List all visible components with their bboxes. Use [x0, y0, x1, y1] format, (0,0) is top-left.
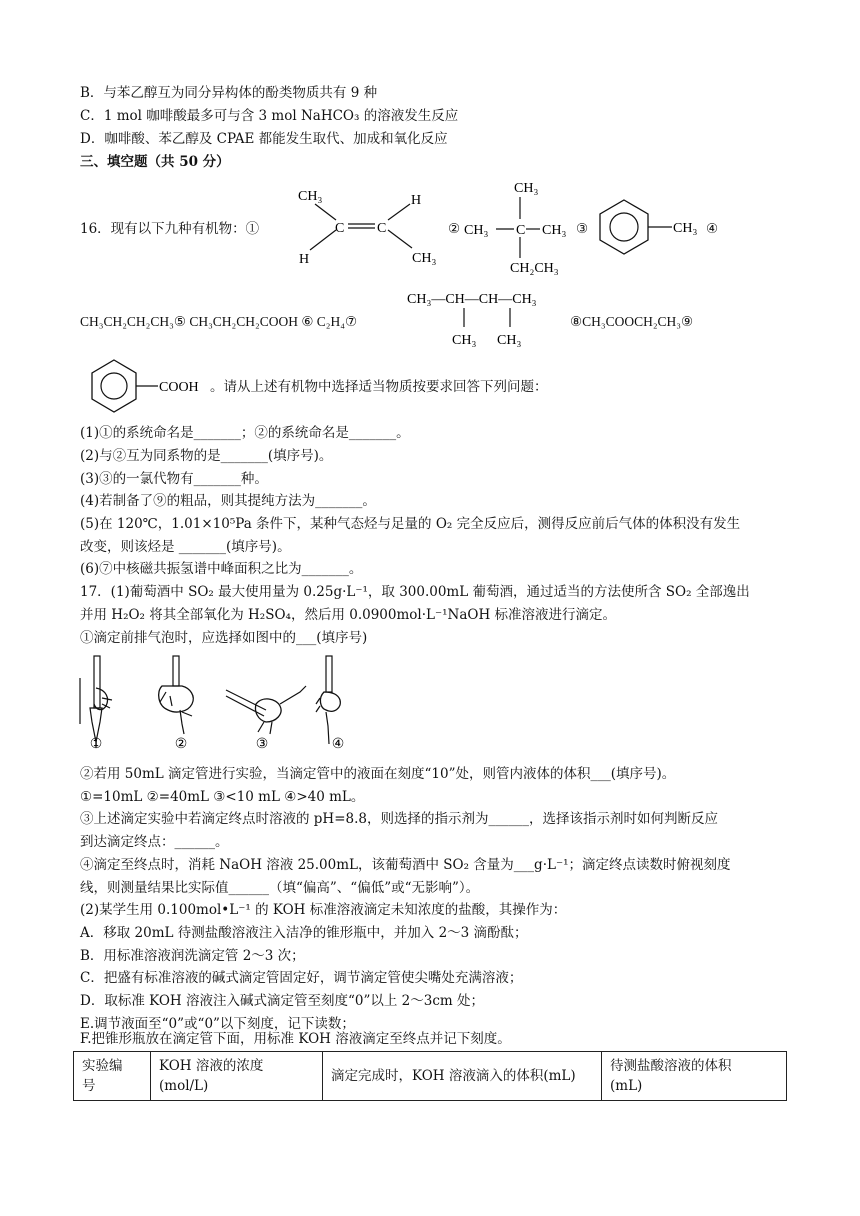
header-cell-koh-volume: 滴定完成时，KOH 溶液滴入的体积(mL): [323, 1052, 602, 1101]
burette-figure: [76, 652, 366, 756]
burette-figure-2: [159, 656, 194, 734]
burette-figure-4: [316, 656, 340, 744]
q17-sub-iii-b: 到达滴定终点：______。: [80, 834, 229, 850]
structure-7-dimethylbutane: [405, 283, 575, 353]
s1-h-bottom: H: [299, 252, 310, 267]
q17-part1b: 并用 H₂O₂ 将其全部氧化为 H₂SO₄，然后用 0.0900mol·L⁻¹NaOH 标准溶液进行滴定。: [80, 607, 617, 623]
q16-part4: (4)若制备了⑨的粗品，则其提纯方法为_______。: [80, 493, 376, 509]
figure-label: ④: [331, 737, 345, 752]
q17-part2: (2)某学生用 0.100mol•L⁻¹ 的 KOH 标准溶液滴定未知浓度的盐酸，其操作为：: [80, 902, 567, 918]
q16-row2-text: CH₃CH₂CH₂CH₃⑤ CH₃CH₂CH₂COOH ⑥ C₂H₄⑦: [80, 314, 358, 329]
s2-ch3-left: CH₃: [464, 223, 489, 238]
s9-ring: [92, 360, 136, 412]
table-header-row: [74, 1052, 787, 1101]
s1-c-right: C: [377, 221, 387, 236]
q15-option-b: B．与苯乙醇互为同分异构体的酚类物质共有 9 种: [80, 85, 378, 101]
q15-option-c: C．1 mol 咖啡酸最多可与含 3 mol NaHCO₃ 的溶液发生反应: [80, 108, 459, 124]
q16-part5a: (5)在 120℃，1.01×10⁵Pa 条件下，某种气态烃与足量的 O₂ 完全反应后，测得反应前后气体的体积没有发生: [80, 516, 741, 532]
structure-9-benzoic-acid: [84, 358, 214, 414]
s9-cooh: COOH: [159, 380, 199, 395]
s1-ch3-top: CH₃: [298, 189, 323, 204]
q16-part2: (2)与②互为同系物的是_______(填序号)。: [80, 448, 333, 464]
q17-sub-iv-a: ④滴定至终点时，消耗 NaOH 溶液 25.00mL，该葡萄酒中 SO₂ 含量为___g·L⁻¹；滴定终点读数时俯视刻度: [80, 857, 731, 873]
q16-mark-3: ③: [576, 221, 589, 237]
step-d: D．取标准 KOH 溶液注入碱式滴定管至刻度“0”以上 2～3cm 处；: [80, 993, 484, 1009]
figure-label: ②: [174, 737, 188, 752]
step-f: F.把锥形瓶放在滴定管下面，用标准 KOH 溶液滴定至终点并记下刻度。: [80, 1031, 511, 1047]
q17-sub-ii: ②若用 50mL 滴定管进行实验，当滴定管中的液面在刻度“10”处，则管内液体的体积___(填序号)。: [80, 766, 676, 782]
header-cell-koh-concentration: KOH 溶液的浓度 (mol/L): [151, 1052, 323, 1101]
structure-2-dimethylbutane: [462, 176, 572, 280]
step-c: C．把盛有标准溶液的碱式滴定管固定好，调节滴定管使尖嘴处充满溶液；: [80, 970, 523, 986]
q17-part1a: 17．(1)葡萄酒中 SO₂ 最大使用量为 0.25g·L⁻¹，取 300.00mL 葡萄酒，通过适当的方法使所含 SO₂ 全部逸出: [80, 584, 750, 600]
step-a: A．移取 20mL 待测盐酸溶液注入洁净的锥形瓶中，并加入 2～3 滴酚酞；: [80, 925, 528, 941]
q17-sub-iv-b: 线，则测量结果比实际值______（填“偏高”、“偏低”或“无影响”）。: [80, 880, 480, 896]
burette-figure-3: [226, 686, 306, 734]
q16-mark-2: ②: [448, 221, 461, 237]
s7-sub2: CH₃: [497, 333, 522, 348]
s3-ring: [600, 200, 648, 254]
q16-part1: (1)①的系统命名是_______；②的系统命名是_______。: [80, 425, 410, 441]
s1-h-top: H: [411, 193, 422, 208]
s2-ch3-top: CH₃: [514, 181, 539, 196]
s7-main-chain: CH₃—CH—CH—CH₃: [407, 292, 537, 307]
q16-intro: 16．现有以下九种有机物：①: [80, 221, 260, 237]
q16-part5b: 改变，则该烃是 _______(填序号)。: [80, 539, 291, 555]
step-e: E.调节液面至“0”或“0”以下刻度，记下读数；: [80, 1016, 355, 1032]
header-cell-experiment-no: 实验编 号: [74, 1052, 151, 1101]
header-cell-hcl-volume: 待测盐酸溶液的体积 (mL): [602, 1052, 787, 1101]
s1-c-left: C: [335, 221, 345, 236]
structure-1-butene: [282, 180, 442, 270]
q16-part6: (6)⑦中核磁共振氢谱中峰面积之比为_______。: [80, 561, 363, 577]
s1-bond: [310, 230, 336, 250]
q16-mark-8: ⑧CH₃COOCH₂CH₃⑨: [570, 314, 694, 329]
figure-label: ①: [89, 737, 103, 752]
structure-3-toluene: [590, 196, 710, 258]
s1-bond: [388, 230, 412, 248]
s1-ch3-bottom: CH₃: [412, 251, 437, 266]
step-b: B．用标准溶液润洗滴定管 2～3 次；: [80, 948, 305, 964]
figure-label: ③: [255, 737, 269, 752]
q16-mark-4: ④: [706, 221, 719, 237]
s1-bond: [315, 204, 336, 220]
s7-sub1: CH₃: [452, 333, 477, 348]
s3-ch3: CH₃: [673, 221, 698, 236]
s2-c-center: C: [516, 223, 526, 238]
titration-table: [73, 1051, 787, 1101]
s1-bond: [388, 204, 410, 220]
s2-ch2ch3: CH₂CH₃: [510, 261, 559, 276]
s3-ring-circle: [610, 213, 638, 241]
q16-instruction: 。请从上述有机物中选择适当物质按要求回答下列问题：: [210, 379, 548, 395]
q15-option-d: D．咖啡酸、苯乙醇及 CPAE 都能发生取代、加成和氧化反应: [80, 131, 448, 147]
s2-ch3-right: CH₃: [542, 223, 567, 238]
q17-sub-ii-options: ①=10mL ②=40mL ③<10 mL ④>40 mL。: [80, 789, 365, 805]
q17-sub-i: ①滴定前排气泡时，应选择如图中的___(填序号): [80, 630, 368, 646]
q16-part3: (3)③的一氯代物有_______种。: [80, 471, 268, 487]
q17-sub-iii-a: ③上述滴定实验中若滴定终点时溶液的 pH=8.8，则选择的指示剂为______，选择该指示剂时如何判断反应: [80, 811, 718, 827]
s9-ring-circle: [101, 373, 127, 399]
section-heading: 三、填空题（共 50 分）: [80, 154, 230, 170]
burette-figure-1: [80, 656, 112, 748]
